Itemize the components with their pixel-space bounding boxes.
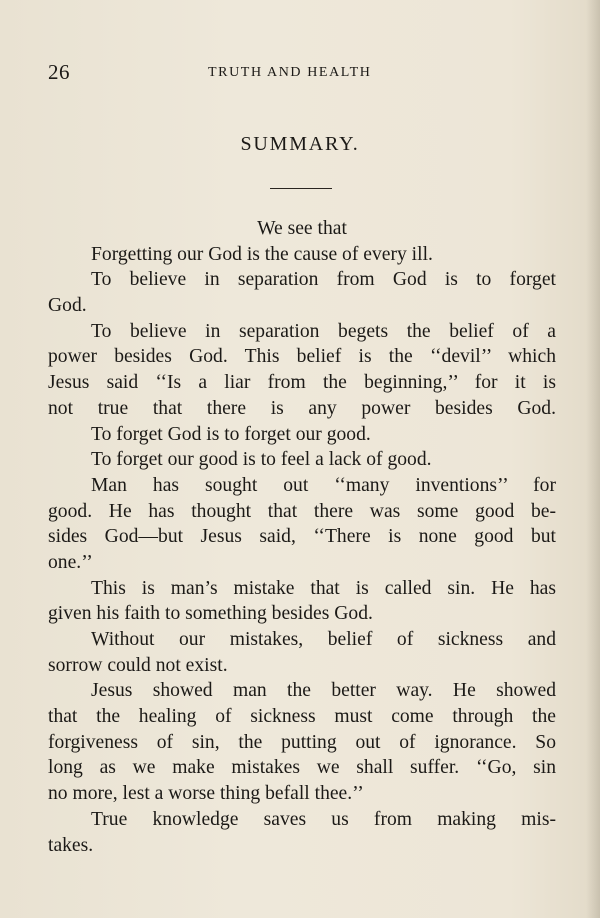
page-number: 26 bbox=[48, 60, 70, 84]
text-line: To believe in separation from God is to forget bbox=[91, 269, 556, 291]
title-rule bbox=[270, 188, 332, 189]
text-line: sorrow could not exist. bbox=[48, 654, 228, 676]
text-line: that the healing of sickness must come through the bbox=[48, 706, 556, 728]
text-line: given his faith to something besides God. bbox=[48, 603, 373, 625]
text-line: To believe in separation begets the belief of a bbox=[91, 320, 556, 342]
text-line: To forget our good is to feel a lack of good. bbox=[91, 449, 432, 471]
text-line: one.’’ bbox=[48, 551, 93, 573]
text-line: We see that bbox=[257, 218, 347, 239]
text-line: not true that there is any power besides God. bbox=[48, 397, 556, 419]
text-line: Forgetting our God is the cause of every ill. bbox=[91, 243, 433, 265]
section-title: SUMMARY. bbox=[240, 133, 360, 155]
text-line: power besides God. This belief is the ‘‘devil’’ which bbox=[48, 346, 556, 368]
text-line: Man has sought out ‘‘many inventions’’ for bbox=[91, 474, 556, 496]
text-line: True knowledge saves us from making mis- bbox=[91, 808, 556, 830]
text-line: good. He has thought that there was some good be- bbox=[48, 500, 556, 522]
text-line: forgiveness of sin, the putting out of ignorance. So bbox=[48, 731, 556, 753]
text-line: no more, lest a worse thing befall thee.’’ bbox=[48, 783, 364, 805]
text-line: long as we make mistakes we shall suffer. ‘‘Go, sin bbox=[48, 757, 556, 779]
text-line: Jesus showed man the better way. He showed bbox=[91, 680, 556, 702]
body-text bbox=[48, 216, 556, 858]
text-line: Jesus said ‘‘Is a liar from the beginning,’’ for it is bbox=[48, 372, 556, 394]
text-line: This is man’s mistake that is called sin. He has bbox=[91, 577, 556, 599]
text-line: sides God—but Jesus said, ‘‘There is none good but bbox=[48, 526, 556, 548]
text-line: To forget God is to forget our good. bbox=[91, 423, 371, 445]
running-head bbox=[48, 60, 556, 86]
text-line: takes. bbox=[48, 834, 94, 856]
text-line: Without our mistakes, belief of sickness and bbox=[91, 629, 556, 650]
text-line: God. bbox=[48, 295, 87, 317]
running-title: TRUTH AND HEALTH bbox=[208, 65, 372, 80]
